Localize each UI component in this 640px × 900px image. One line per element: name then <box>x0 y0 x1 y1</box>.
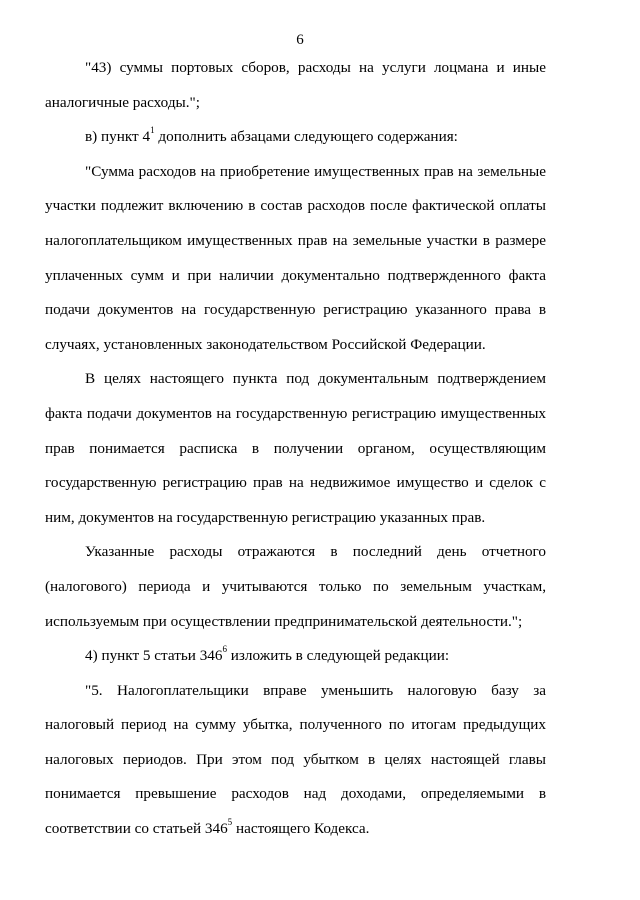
paragraph-point-4-1 <box>45 120 546 155</box>
paragraph-item-43: "43) суммы портовых сборов, расходы на услуги лоцмана и иные аналогичные расходы."; <box>45 59 546 111</box>
superscript: 5 <box>227 817 233 827</box>
paragraph-text: 4) пункт 5 статьи 346 <box>85 647 223 665</box>
page-number: 6 <box>296 32 304 48</box>
paragraph-text: "5. Налогоплательщики вправе уменьшить налоговую базу за налоговый период на сумму убытка, полученного по итогам предыдущих налоговых периодов. При этом под убытком в целях настоящей главы понимается превышение расходов над доходами, определяемыми в <box>45 681 546 803</box>
paragraph-loss-carryforward <box>45 674 546 847</box>
paragraph-text: настоящего Кодекса. <box>232 820 370 838</box>
paragraph-text: в) пункт 4 <box>85 128 151 146</box>
paragraph-documentary-confirmation: В целях настоящего пункта под документальным подтверждением факта подачи документов на государственную регистрацию имущественных прав понимается расписка в получении органом, осуществляющим государственную регистрацию прав на недвижимое имущество и сделок с ним, документов на государственную регистрацию указанных прав. <box>45 370 546 526</box>
paragraph-land-rights-expenses: "Сумма расходов на приобретение имущественных прав на земельные участки подлежит включению в состав расходов после фактической оплаты налогоплательщиком имущественных прав на земельные участки в размере уплаченных сумм и при наличии документально подтвержденного факта подачи документов на государственную регистрацию указанного права в случаях, установленных законодательством Российской Федерации. <box>45 162 546 353</box>
document-body <box>45 51 546 847</box>
paragraph-expenses-reflection: Указанные расходы отражаются в последний день отчетного (налогового) периода и учитываются только по земельным участкам, используемым при осуществлении предпринимательской деятельности."; <box>45 543 546 630</box>
paragraph-text: дополнить абзацами следующего содержания: <box>154 128 458 146</box>
superscript: 6 <box>222 644 227 655</box>
paragraph-continuation <box>45 812 369 847</box>
paragraph-text: изложить в следующей редакции: <box>226 647 450 665</box>
superscript: 1 <box>150 125 155 136</box>
paragraph-text: соответствии со статьей 346 <box>45 820 228 838</box>
paragraph-point-5-article-346-6 <box>45 639 546 674</box>
